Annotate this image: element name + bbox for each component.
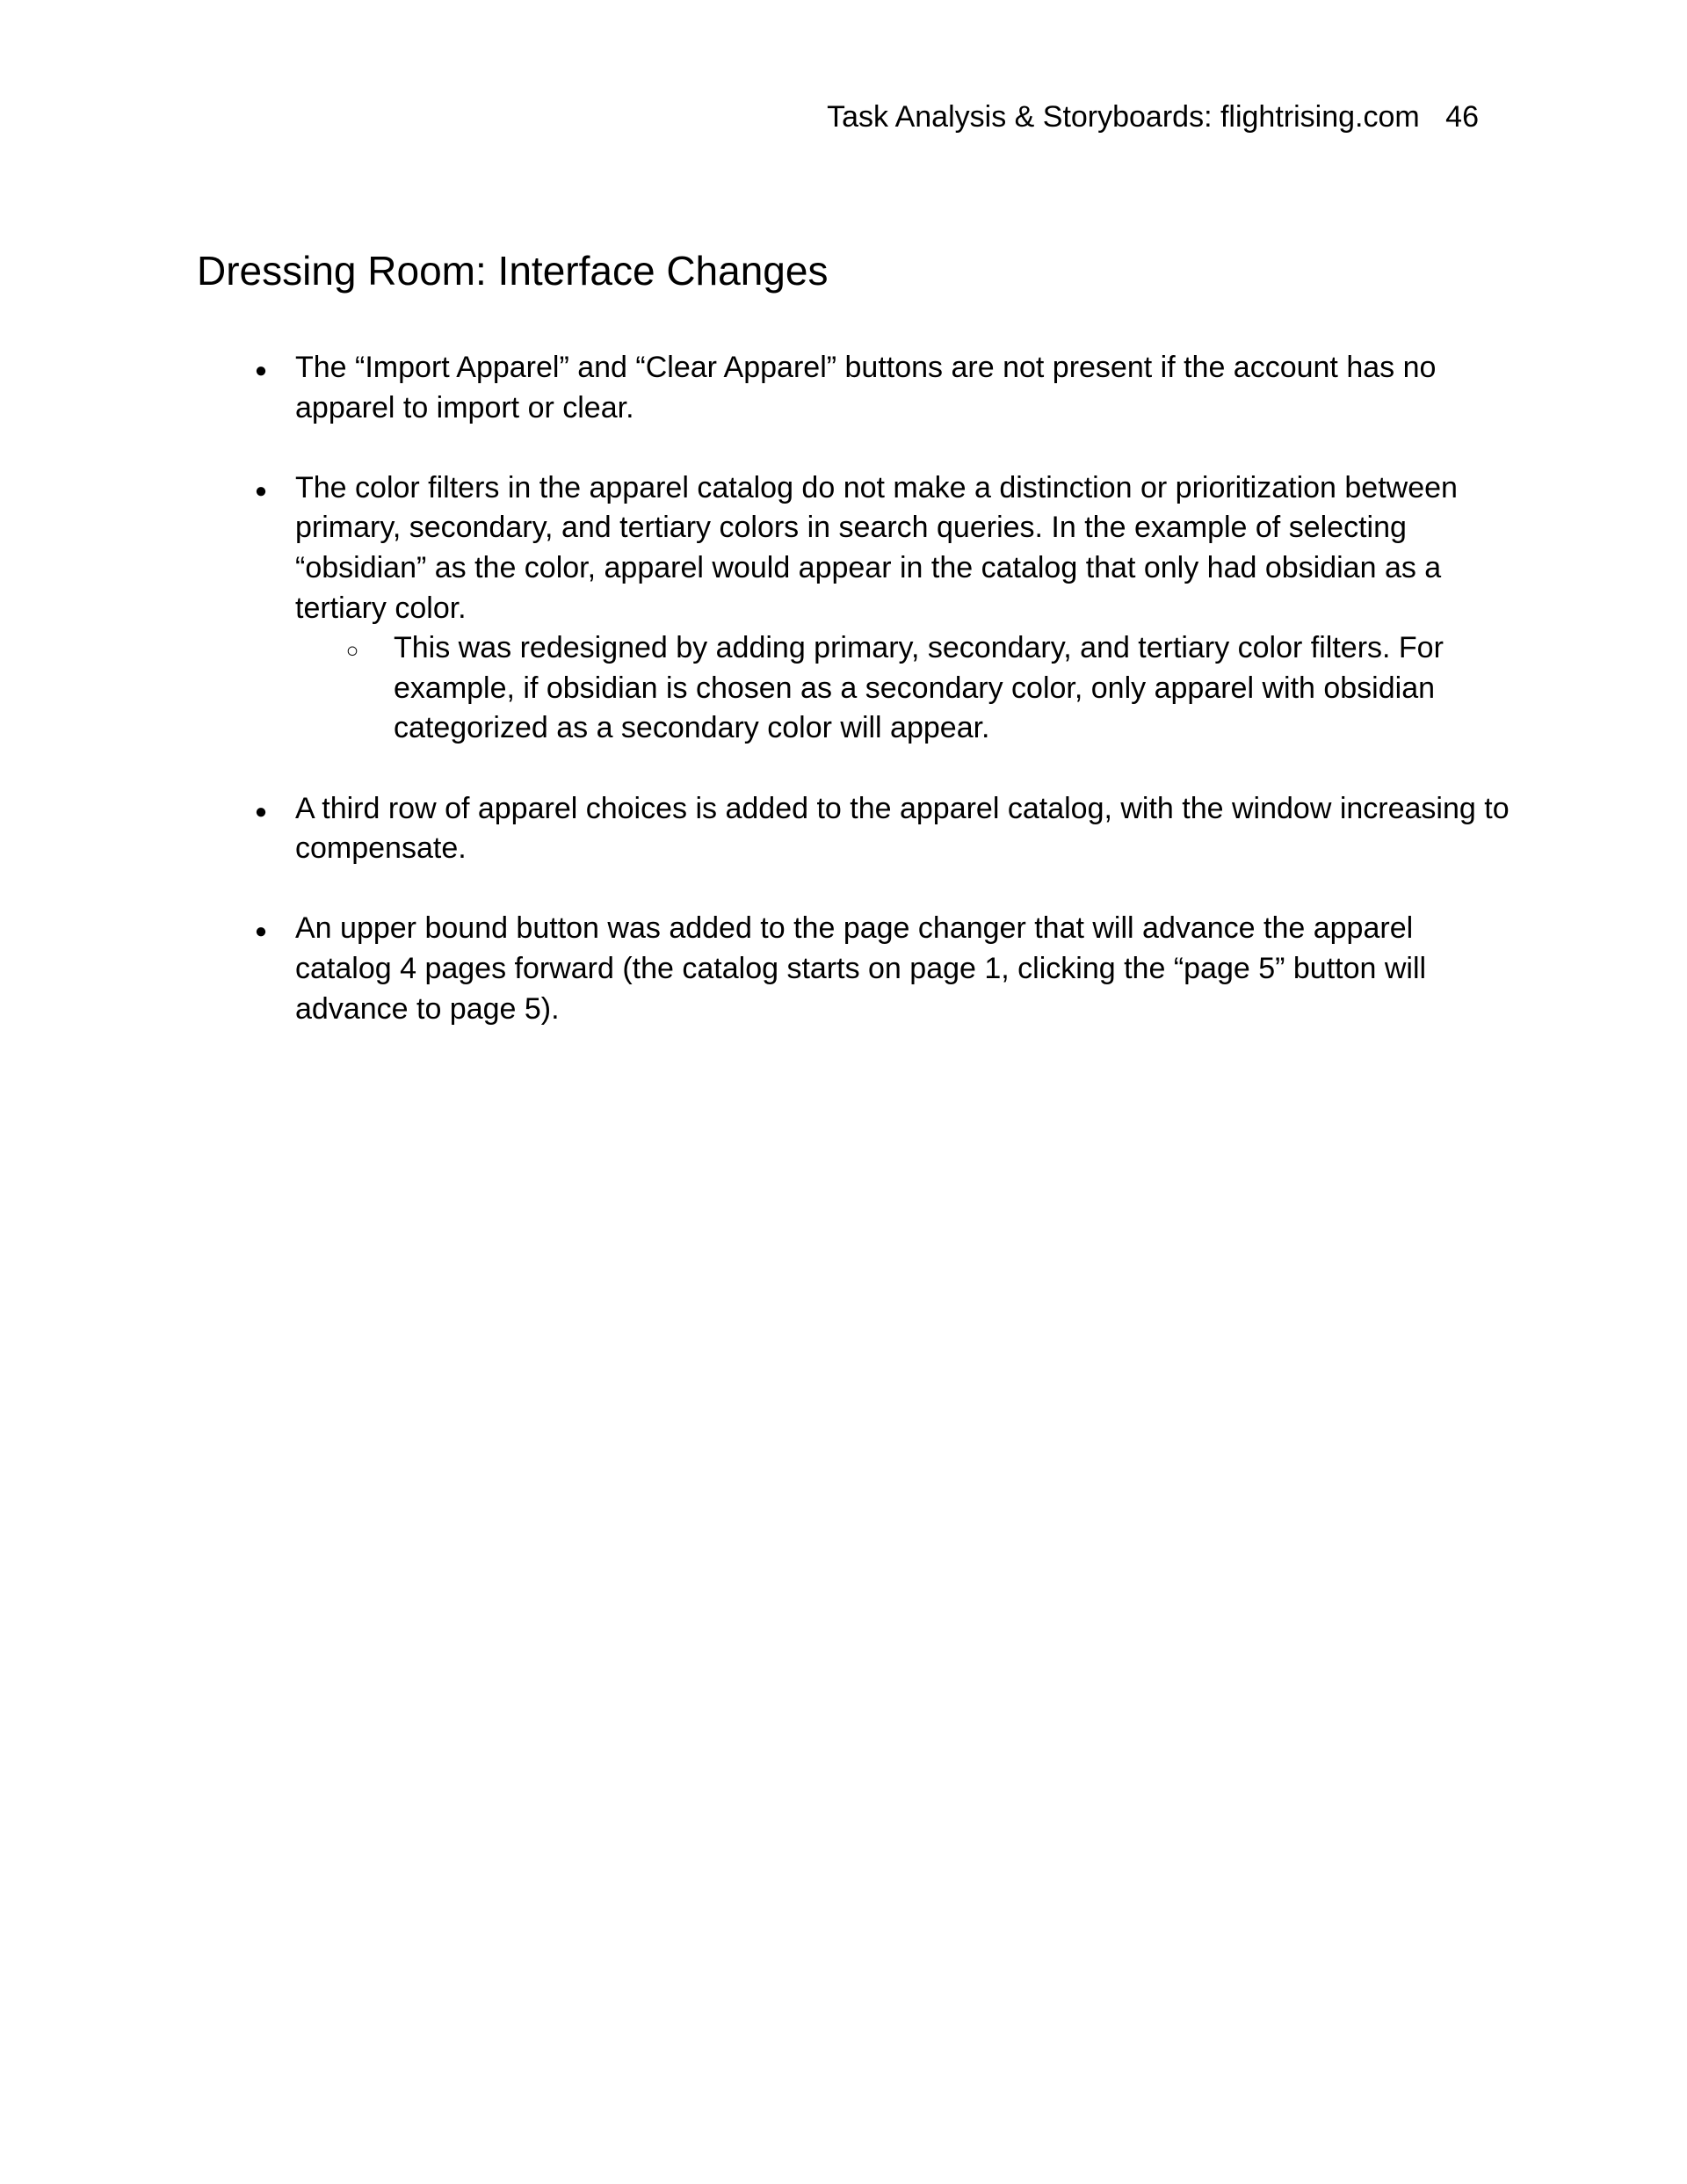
bullet-item-third-row [197, 789, 1515, 869]
bullet-icon [248, 789, 274, 832]
bullet-text: The color filters in the apparel catalog do not make a distinction or prioritization between primary, secondary, and tertiary colors in search queries. In the example of selecting “obsidian” as the color, apparel would appear in the catalog that only had obsidian as a tertiary color. [295, 470, 1458, 625]
bullet-list [197, 348, 1515, 1029]
hollow-bullet-icon [339, 628, 366, 671]
sub-bullet-text: This was redesigned by adding primary, secondary, and tertiary color filters. For example, if obsidian is chosen as a secondary color, only apparel with obsidian categorized as a secondary color will appear. [394, 631, 1444, 745]
sub-bullet-item-redesign [295, 628, 1515, 749]
bullet-text: A third row of apparel choices is added to the apparel catalog, with the window increasing to compensate. [295, 791, 1510, 866]
bullet-text: An upper bound button was added to the page changer that will advance the apparel catalog 4 pages forward (the catalog starts on page 1, clicking the “page 5” button will advance to page 5). [295, 911, 1427, 1026]
bullet-icon [248, 348, 274, 391]
bullet-icon [248, 468, 274, 512]
running-header-title: Task Analysis & Storyboards: flightrising.com [827, 100, 1420, 134]
section-title: Dressing Room: Interface Changes [197, 248, 829, 294]
bullet-text: The “Import Apparel” and “Clear Apparel” buttons are not present if the account has no apparel to import or clear. [295, 351, 1437, 424]
page-number: 46 [1445, 100, 1479, 134]
bullet-item-import-clear-buttons [197, 348, 1515, 428]
bullet-item-upper-bound-button [197, 909, 1515, 1029]
bullet-item-color-filters [197, 468, 1515, 749]
running-header [827, 98, 1479, 136]
bullet-icon [248, 909, 274, 952]
sub-bullet-list [295, 628, 1515, 749]
